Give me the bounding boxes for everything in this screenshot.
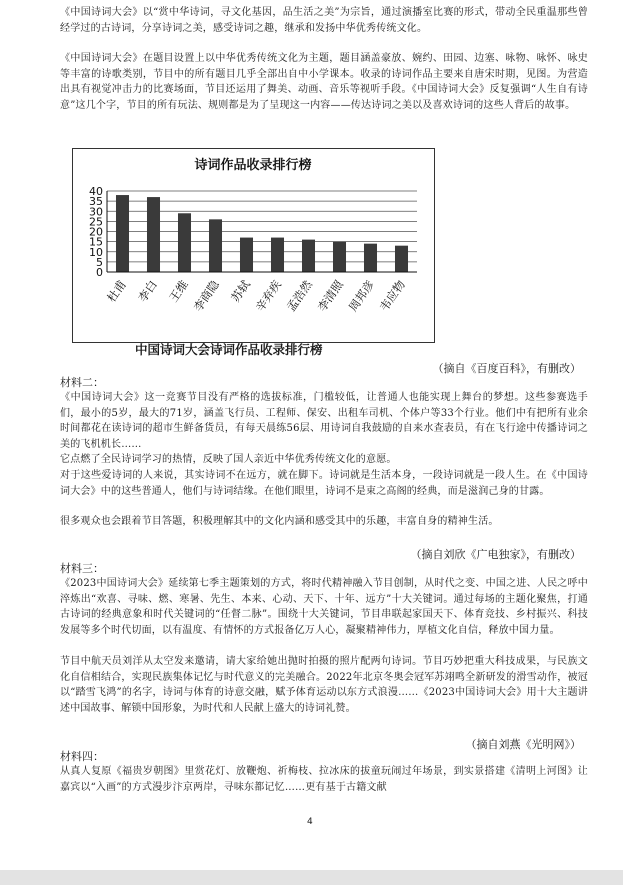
- y-tick-label: 35: [89, 195, 103, 209]
- bar: [302, 240, 315, 272]
- material3-source: （摘自刘燕《光明网》）: [465, 738, 581, 751]
- y-tick-label: 40: [89, 185, 103, 198]
- material3-paragraph-1: 《2023中国诗词大会》延续第七季主题策划的方式，将时代精神融入节目创制，从时代之变、中国之进、人民之呼中淬炼出“欢喜、寻味、燃、寒暑、先生、本来、心动、天下、十年、远方”十大关键词。通过每场的主题化聚焦，打通古诗词的经典意象和时代关键词的“任督二脉”。围绕十大关键词，节目串联起家国天下、体育竞技、乡村振兴、科技发展等多个时代切面，以有温度、有情怀的方式报备亿万人心，凝聚精神伟力，厚植文化自信，释放中国力量。: [60, 578, 588, 636]
- y-tick-label: 10: [89, 245, 103, 259]
- viewer-footer-bar: [0, 870, 623, 885]
- bar-chart-svg: [73, 149, 434, 342]
- material2-paragraph-2: 它点燃了全民诗词学习的热情，反映了国人亲近中华优秀传统文化的意愿。: [60, 454, 397, 465]
- y-tick-label: 0: [96, 266, 103, 279]
- y-tick-label: 5: [96, 255, 103, 269]
- bar-chart: [72, 148, 435, 343]
- material3-paragraph-2: 节目中航天员刘洋从太空发来邀请，请大家给她出抛时拍摄的照片配两句诗词。节目巧妙把重大科技成果，与民族文化自信相结合，实现民族集体记忆与时代意义的完美融合。2022年北京冬奥会冠军苏翊鸣全新研发的滑雪动作，被冠以“踏雪飞鸿”的名字，诗词与体育的诗意交融，赋予体育运动以东方式浪漫……《2023中国诗词大会》用十大主题讲述中国故事、解锁中国形象，为时代和人民献上盛大的诗词礼赞。: [60, 656, 588, 714]
- bar: [116, 195, 129, 272]
- x-category-label: 李清照: [314, 277, 346, 314]
- bar: [333, 242, 346, 272]
- x-category-label: 苏轼: [228, 277, 253, 305]
- bar: [395, 246, 408, 272]
- x-category-label: 李商隐: [190, 277, 222, 314]
- y-tick-label: 25: [89, 215, 103, 229]
- chart-caption: 中国诗词大会诗词作品收录排行榜: [135, 342, 323, 357]
- bar: [178, 213, 191, 272]
- bar: [271, 238, 284, 272]
- material4-paragraph-1: 从真人复原《福贵岁朝图》里赏花灯、放鞭炮、祈梅枝、拉冰床的拔童玩闹过年场景，到实景搭建《清明上河图》让嘉宾以“入画”的方式漫步汴京两岸，寻味东都记忆……更有基于古籍文献: [60, 766, 588, 793]
- x-category-label: 辛弃疾: [252, 277, 284, 314]
- material4-heading: 材料四：: [60, 750, 104, 763]
- y-tick-label: 20: [89, 225, 103, 239]
- bar: [240, 238, 253, 272]
- material1-paragraph-1: 《中国诗词大会》以“赏中华诗词，寻文化基因，品生活之美”为宗旨，通过演播室比赛的形式，带动全民重温那些曾经学过的古诗词，分享诗词之美，感受诗词之趣，继承和发扬中华优秀传统文化。: [60, 7, 588, 34]
- y-tick-label: 15: [89, 235, 103, 249]
- material2-heading: 材料二：: [60, 376, 104, 389]
- chart-title: 诗词作品收录排行榜: [194, 158, 312, 173]
- x-category-label: 孟浩然: [283, 277, 315, 314]
- x-category-label: 韦应物: [376, 277, 408, 314]
- material1-paragraph-2: 《中国诗词大会》在题目设置上以中华优秀传统文化为主题，题目涵盖豪放、婉约、田园、边塞、咏物、咏怀、咏史等丰富的诗歌类别，节目中的所有题目几乎全部出自中小学课本。收录的诗词作品主要来自唐宋时期，见图。为营造出具有视觉冲击力的比赛场面，节目还运用了舞美、动画、音乐等视听手段。《中国诗词大会》反复强调“人生自有诗意”这几个字，节目的所有玩法、规则都是为了呈现这一内容——传达诗词之美以及喜欢诗词的这些人背后的故事。: [60, 53, 588, 111]
- material2-source: （摘自刘欣《广电独家》，有删改）: [410, 548, 581, 561]
- material3-heading: 材料三：: [60, 562, 104, 575]
- bar: [147, 197, 160, 272]
- x-category-label: 李白: [135, 277, 160, 305]
- page-number: 4: [307, 817, 313, 827]
- x-category-label: 周邦彦: [345, 277, 377, 314]
- y-tick-label: 30: [89, 205, 103, 219]
- material2-paragraph-3: 对于这些爱诗词的人来说，其实诗词不在远方，就在脚下。诗词就是生活本身，一段诗词就是一段人生。在《中国诗词大会》中的这些普通人，他们与诗词结缘。在他们眼里，诗词不是束之高阁的经典，而是滋润己身的甘露。: [60, 470, 588, 497]
- material1-source: （摘自《百度百科》，有删改）: [432, 362, 581, 375]
- material2-paragraph-4: 很多观众也会跟着节目答题，积极理解其中的文化内涵和感受其中的乐趣，丰富自身的精神生活。: [60, 516, 499, 527]
- material2-paragraph-1: 《中国诗词大会》这一竞赛节目没有严格的选拔标准，门槛较低，让普通人也能实现上舞台的梦想。这些参赛选手们，最小的5岁，最大的71岁，涵盖飞行员、工程师、保安、出租车司机、个体户等33个行业。他们中有把所有业余时间都花在读诗词的超市生鲜备货员，有每天晨练56层、用诗词自我鼓励的自来水查表员，有在飞行途中传播诗词之美的飞机机长……: [60, 392, 588, 450]
- x-category-label: 王维: [166, 277, 191, 305]
- x-category-label: 杜甫: [104, 277, 129, 305]
- bar: [209, 219, 222, 272]
- bar: [364, 244, 377, 272]
